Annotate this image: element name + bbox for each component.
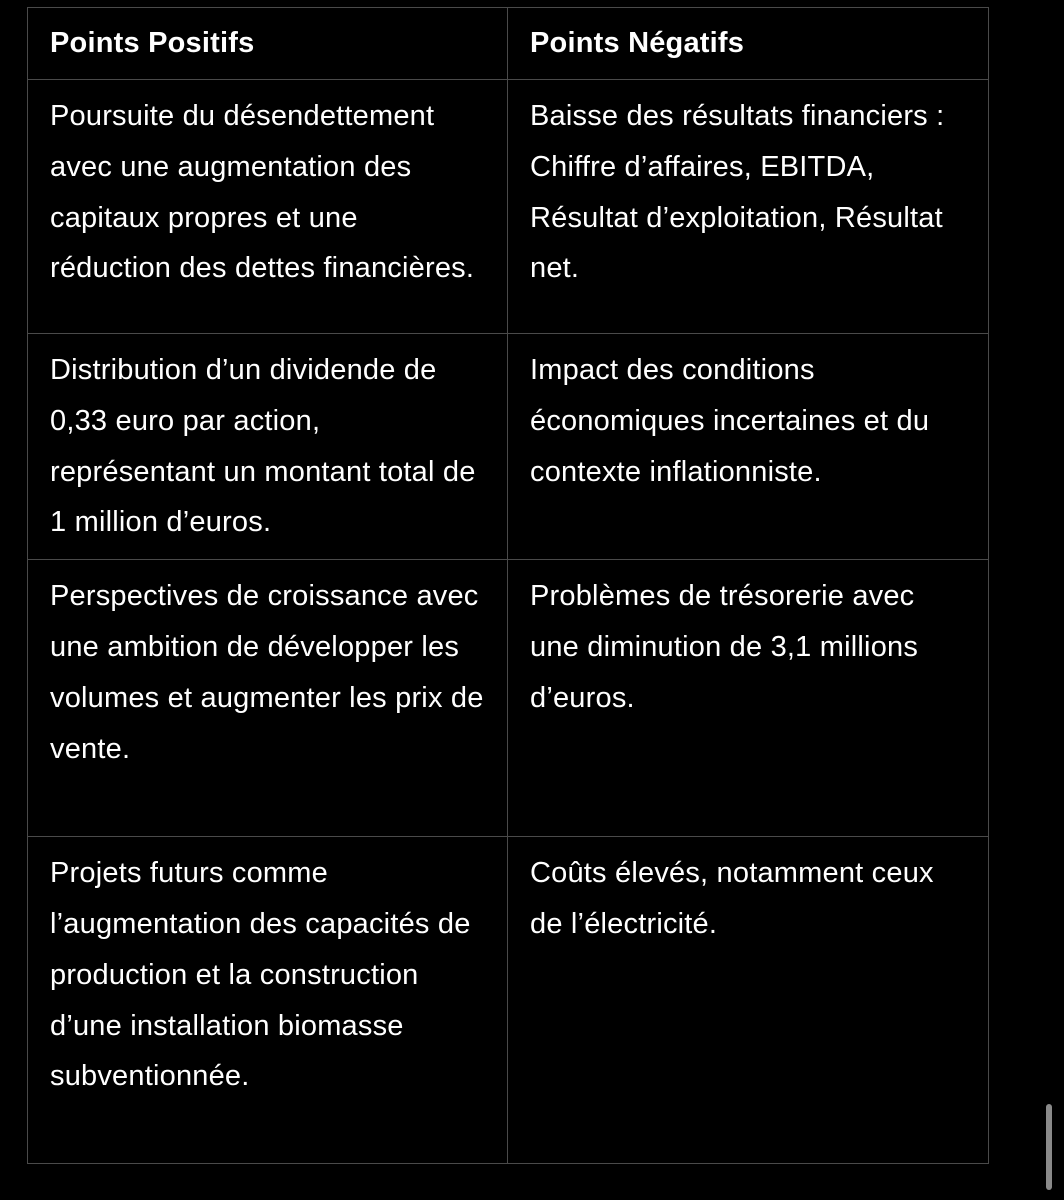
positive-point-cell: Projets futurs comme l’augmentation des capacités de production et la construction d’une installation biomasse subventionnée. xyxy=(28,837,508,1164)
table-row xyxy=(28,560,989,837)
header-negative-points: Points Négatifs xyxy=(508,8,989,80)
negative-point-cell: Problèmes de trésorerie avec une diminution de 3,1 millions d’euros. xyxy=(508,560,989,837)
positive-point-cell: Distribution d’un dividende de 0,33 euro par action, représentant un montant total de 1 million d’euros. xyxy=(28,334,508,560)
table-row xyxy=(28,837,989,1164)
header-positive-points: Points Positifs xyxy=(28,8,508,80)
negative-point-cell: Coûts élevés, notamment ceux de l’électricité. xyxy=(508,837,989,1164)
table-row xyxy=(28,334,989,560)
negative-point-cell: Impact des conditions économiques incertaines et du contexte inflationniste. xyxy=(508,334,989,560)
pros-cons-table xyxy=(27,7,989,1164)
table-row xyxy=(28,80,989,334)
positive-point-cell: Perspectives de croissance avec une ambition de développer les volumes et augmenter les prix de vente. xyxy=(28,560,508,837)
vertical-scrollbar[interactable] xyxy=(1046,1104,1052,1190)
table-header-row xyxy=(28,8,989,80)
negative-point-cell: Baisse des résultats financiers : Chiffre d’affaires, EBITDA, Résultat d’exploitation, Résultat net. xyxy=(508,80,989,334)
positive-point-cell: Poursuite du désendettement avec une augmentation des capitaux propres et une réduction des dettes financières. xyxy=(28,80,508,334)
